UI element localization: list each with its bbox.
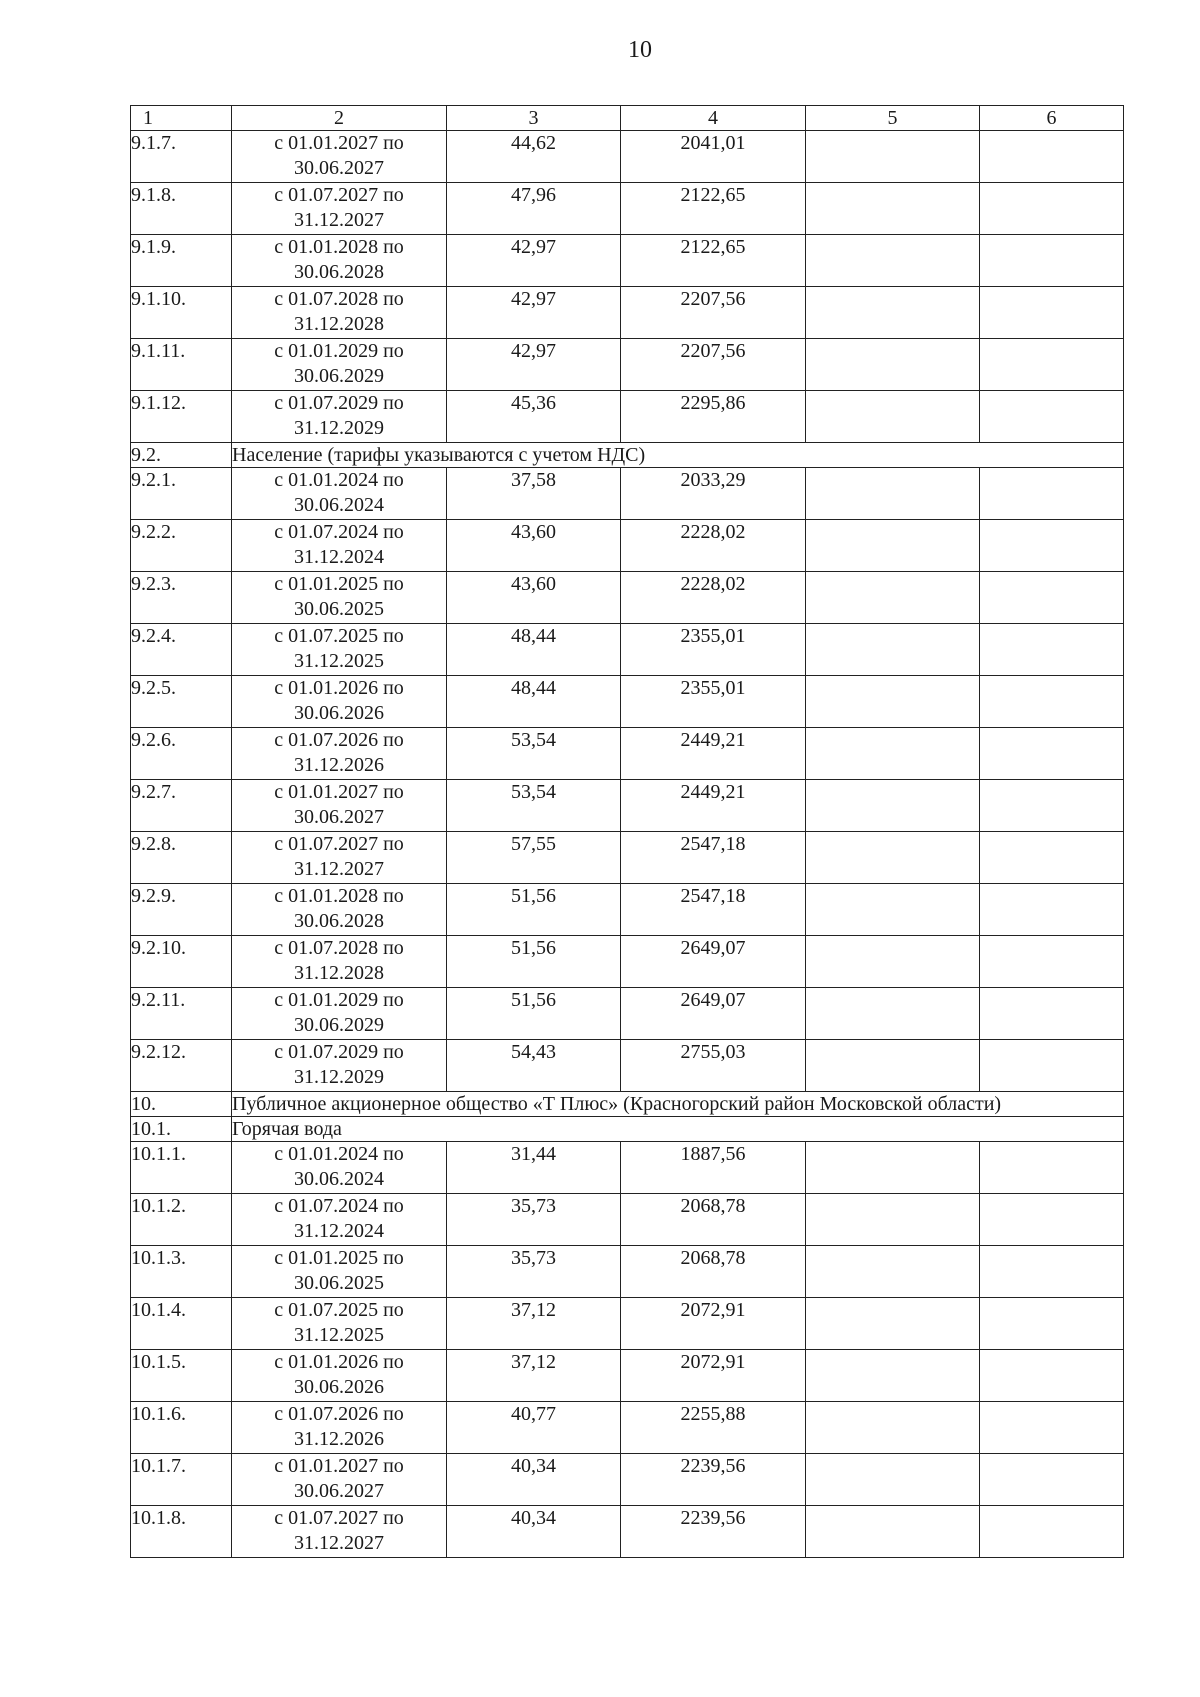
tariff-value-3: 57,55 [447, 832, 621, 884]
tariff-value-5 [806, 1246, 980, 1298]
tariff-value-5 [806, 520, 980, 572]
tariff-value-4: 2068,78 [621, 1246, 806, 1298]
row-number: 9.2.1. [131, 468, 232, 520]
row-number: 10.1.3. [131, 1246, 232, 1298]
tariff-value-6 [980, 1454, 1124, 1506]
period-from: с 01.01.2028 по [274, 236, 404, 258]
period-to: 30.06.2029 [294, 1014, 384, 1036]
period-to: 30.06.2028 [294, 910, 384, 932]
tariff-value-3: 42,97 [447, 235, 621, 287]
period-from: с 01.07.2028 по [274, 937, 404, 959]
tariff-value-4: 2228,02 [621, 520, 806, 572]
table-row [131, 520, 1124, 572]
period-from: с 01.01.2025 по [274, 573, 404, 595]
tariff-value-6 [980, 339, 1124, 391]
row-number: 9.2.2. [131, 520, 232, 572]
table-row [131, 1040, 1124, 1092]
period-from: с 01.07.2027 по [274, 184, 404, 206]
row-number: 10.1.5. [131, 1350, 232, 1402]
tariff-value-3: 53,54 [447, 780, 621, 832]
period-to: 31.12.2029 [294, 417, 384, 439]
tariff-value-5 [806, 183, 980, 235]
period-from: с 01.07.2029 по [274, 392, 404, 414]
tariff-value-3: 54,43 [447, 1040, 621, 1092]
row-number: 10.1.7. [131, 1454, 232, 1506]
period-cell [232, 183, 447, 235]
tariff-value-3: 48,44 [447, 676, 621, 728]
row-number: 9.2.6. [131, 728, 232, 780]
table-row [131, 780, 1124, 832]
tariff-value-4: 2239,56 [621, 1454, 806, 1506]
period-to: 30.06.2026 [294, 702, 384, 724]
tariff-value-6 [980, 988, 1124, 1040]
period-to: 31.12.2024 [294, 1220, 384, 1242]
period-from: с 01.07.2027 по [274, 1507, 404, 1529]
period-to: 30.06.2027 [294, 806, 384, 828]
row-number: 9.2.8. [131, 832, 232, 884]
tariff-value-3: 48,44 [447, 624, 621, 676]
period-from: с 01.01.2027 по [274, 1455, 404, 1477]
tariff-value-4: 2122,65 [621, 235, 806, 287]
tariff-value-5 [806, 936, 980, 988]
period-cell [232, 1298, 447, 1350]
row-number: 9.1.8. [131, 183, 232, 235]
period-cell [232, 1040, 447, 1092]
table-row [131, 468, 1124, 520]
period-from: с 01.07.2029 по [274, 1041, 404, 1063]
table-row [131, 1298, 1124, 1350]
tariff-table-body [131, 106, 1124, 1558]
period-from: с 01.07.2026 по [274, 729, 404, 751]
tariff-value-4: 2649,07 [621, 988, 806, 1040]
section-row [131, 1117, 1124, 1142]
period-to: 30.06.2025 [294, 598, 384, 620]
row-number: 9.2.9. [131, 884, 232, 936]
tariff-value-4: 2068,78 [621, 1194, 806, 1246]
tariff-value-5 [806, 1194, 980, 1246]
table-row [131, 676, 1124, 728]
tariff-value-6 [980, 572, 1124, 624]
tariff-value-3: 43,60 [447, 520, 621, 572]
section-row [131, 443, 1124, 468]
row-number: 9.1.7. [131, 131, 232, 183]
row-number: 10.1. [131, 1117, 232, 1142]
section-row [131, 1092, 1124, 1117]
tariff-value-4: 2449,21 [621, 728, 806, 780]
row-number: 10.1.6. [131, 1402, 232, 1454]
period-cell [232, 1142, 447, 1194]
row-number: 9.2. [131, 443, 232, 468]
tariff-value-3: 40,34 [447, 1506, 621, 1558]
row-number: 9.2.11. [131, 988, 232, 1040]
period-from: с 01.01.2027 по [274, 132, 404, 154]
row-number: 10.1.8. [131, 1506, 232, 1558]
tariff-value-4: 2649,07 [621, 936, 806, 988]
period-cell [232, 988, 447, 1040]
column-number-6: 6 [980, 106, 1124, 131]
column-number-3: 3 [447, 106, 621, 131]
period-cell [232, 676, 447, 728]
tariff-value-5 [806, 1402, 980, 1454]
period-cell [232, 1350, 447, 1402]
period-from: с 01.01.2024 по [274, 469, 404, 491]
tariff-value-3: 37,58 [447, 468, 621, 520]
period-cell [232, 1454, 447, 1506]
row-number: 9.2.12. [131, 1040, 232, 1092]
period-to: 30.06.2026 [294, 1376, 384, 1398]
tariff-value-4: 2072,91 [621, 1350, 806, 1402]
period-from: с 01.07.2028 по [274, 288, 404, 310]
tariff-value-5 [806, 572, 980, 624]
tariff-value-5 [806, 391, 980, 443]
period-to: 31.12.2025 [294, 650, 384, 672]
tariff-value-4: 2547,18 [621, 884, 806, 936]
period-from: с 01.07.2025 по [274, 625, 404, 647]
period-cell [232, 287, 447, 339]
tariff-value-6 [980, 676, 1124, 728]
section-title: Горячая вода [232, 1117, 1124, 1142]
period-from: с 01.07.2024 по [274, 1195, 404, 1217]
tariff-value-6 [980, 1246, 1124, 1298]
row-number: 10. [131, 1092, 232, 1117]
tariff-value-4: 2033,29 [621, 468, 806, 520]
tariff-value-3: 40,34 [447, 1454, 621, 1506]
period-to: 31.12.2025 [294, 1324, 384, 1346]
row-number: 9.2.7. [131, 780, 232, 832]
period-cell [232, 884, 447, 936]
tariff-value-5 [806, 131, 980, 183]
table-row [131, 1350, 1124, 1402]
tariff-value-5 [806, 780, 980, 832]
period-from: с 01.01.2027 по [274, 781, 404, 803]
tariff-value-3: 37,12 [447, 1350, 621, 1402]
tariff-value-4: 2295,86 [621, 391, 806, 443]
tariff-value-4: 2355,01 [621, 624, 806, 676]
period-cell [232, 832, 447, 884]
period-to: 31.12.2028 [294, 962, 384, 984]
period-to: 30.06.2024 [294, 494, 384, 516]
period-to: 30.06.2027 [294, 1480, 384, 1502]
tariff-value-6 [980, 520, 1124, 572]
tariff-value-6 [980, 235, 1124, 287]
tariff-value-4: 2072,91 [621, 1298, 806, 1350]
tariff-value-4: 2355,01 [621, 676, 806, 728]
period-from: с 01.01.2029 по [274, 340, 404, 362]
tariff-value-5 [806, 1350, 980, 1402]
column-number-5: 5 [806, 106, 980, 131]
tariff-value-3: 53,54 [447, 728, 621, 780]
period-from: с 01.01.2026 по [274, 1351, 404, 1373]
period-cell [232, 339, 447, 391]
tariff-value-4: 2207,56 [621, 339, 806, 391]
tariff-value-3: 51,56 [447, 936, 621, 988]
row-number: 9.2.5. [131, 676, 232, 728]
tariff-value-6 [980, 1194, 1124, 1246]
tariff-value-6 [980, 1506, 1124, 1558]
table-row [131, 1402, 1124, 1454]
tariff-value-4: 2041,01 [621, 131, 806, 183]
period-to: 31.12.2026 [294, 754, 384, 776]
period-cell [232, 131, 447, 183]
tariff-value-6 [980, 884, 1124, 936]
column-number-4: 4 [621, 106, 806, 131]
tariff-value-3: 35,73 [447, 1246, 621, 1298]
tariff-value-4: 2239,56 [621, 1506, 806, 1558]
tariff-value-6 [980, 468, 1124, 520]
row-number: 10.1.4. [131, 1298, 232, 1350]
period-from: с 01.07.2027 по [274, 833, 404, 855]
tariff-value-5 [806, 235, 980, 287]
row-number: 9.2.3. [131, 572, 232, 624]
tariff-value-4: 2228,02 [621, 572, 806, 624]
tariff-value-3: 44,62 [447, 131, 621, 183]
table-row [131, 287, 1124, 339]
period-cell [232, 572, 447, 624]
period-cell [232, 780, 447, 832]
period-to: 31.12.2026 [294, 1428, 384, 1450]
tariff-value-6 [980, 936, 1124, 988]
tariff-value-6 [980, 780, 1124, 832]
table-row [131, 624, 1124, 676]
tariff-value-6 [980, 287, 1124, 339]
table-row [131, 988, 1124, 1040]
tariff-value-5 [806, 728, 980, 780]
period-from: с 01.01.2028 по [274, 885, 404, 907]
table-row [131, 832, 1124, 884]
table-row [131, 1506, 1124, 1558]
page-number: 10 [628, 37, 652, 63]
tariff-value-4: 1887,56 [621, 1142, 806, 1194]
table-row [131, 131, 1124, 183]
tariff-value-6 [980, 832, 1124, 884]
tariff-value-3: 42,97 [447, 287, 621, 339]
period-cell [232, 391, 447, 443]
row-number: 10.1.2. [131, 1194, 232, 1246]
tariff-value-5 [806, 988, 980, 1040]
tariff-value-3: 40,77 [447, 1402, 621, 1454]
period-cell [232, 1194, 447, 1246]
period-to: 30.06.2028 [294, 261, 384, 283]
period-cell [232, 520, 447, 572]
tariff-value-6 [980, 1402, 1124, 1454]
row-number: 9.1.10. [131, 287, 232, 339]
period-to: 31.12.2027 [294, 209, 384, 231]
tariff-value-6 [980, 1142, 1124, 1194]
tariff-table [130, 105, 1124, 1558]
tariff-value-6 [980, 183, 1124, 235]
period-to: 31.12.2024 [294, 546, 384, 568]
period-to: 30.06.2024 [294, 1168, 384, 1190]
tariff-value-5 [806, 884, 980, 936]
tariff-value-6 [980, 1040, 1124, 1092]
period-from: с 01.01.2025 по [274, 1247, 404, 1269]
period-to: 30.06.2027 [294, 157, 384, 179]
tariff-value-3: 51,56 [447, 884, 621, 936]
column-number-row [131, 106, 1124, 131]
period-to: 31.12.2027 [294, 858, 384, 880]
tariff-value-4: 2547,18 [621, 832, 806, 884]
tariff-value-6 [980, 131, 1124, 183]
section-title: Публичное акционерное общество «Т Плюс» (Красногорский район Московской области) [232, 1092, 1124, 1117]
period-cell [232, 728, 447, 780]
tariff-value-5 [806, 1142, 980, 1194]
tariff-value-4: 2255,88 [621, 1402, 806, 1454]
period-from: с 01.07.2024 по [274, 521, 404, 543]
tariff-value-3: 31,44 [447, 1142, 621, 1194]
row-number: 9.1.12. [131, 391, 232, 443]
tariff-value-5 [806, 339, 980, 391]
period-to: 30.06.2025 [294, 1272, 384, 1294]
column-number-2: 2 [232, 106, 447, 131]
tariff-value-3: 35,73 [447, 1194, 621, 1246]
section-title: Население (тарифы указываются с учетом НДС) [232, 443, 1124, 468]
column-number-1: 1 [131, 106, 232, 131]
table-row [131, 183, 1124, 235]
row-number: 10.1.1. [131, 1142, 232, 1194]
tariff-value-5 [806, 1454, 980, 1506]
table-row [131, 1142, 1124, 1194]
period-cell [232, 624, 447, 676]
period-from: с 01.01.2029 по [274, 989, 404, 1011]
table-row [131, 1246, 1124, 1298]
period-cell [232, 936, 447, 988]
table-row [131, 1454, 1124, 1506]
tariff-value-6 [980, 728, 1124, 780]
period-from: с 01.07.2026 по [274, 1403, 404, 1425]
table-row [131, 339, 1124, 391]
period-cell [232, 468, 447, 520]
period-to: 30.06.2029 [294, 365, 384, 387]
tariff-value-6 [980, 1350, 1124, 1402]
tariff-value-3: 47,96 [447, 183, 621, 235]
tariff-value-4: 2449,21 [621, 780, 806, 832]
tariff-value-3: 43,60 [447, 572, 621, 624]
row-number: 9.1.9. [131, 235, 232, 287]
table-row [131, 391, 1124, 443]
tariff-value-5 [806, 1298, 980, 1350]
period-cell [232, 1402, 447, 1454]
period-from: с 01.01.2024 по [274, 1143, 404, 1165]
table-row [131, 572, 1124, 624]
tariff-value-6 [980, 1298, 1124, 1350]
row-number: 9.2.4. [131, 624, 232, 676]
table-row [131, 884, 1124, 936]
tariff-value-3: 45,36 [447, 391, 621, 443]
period-to: 31.12.2028 [294, 313, 384, 335]
table-row [131, 728, 1124, 780]
table-row [131, 235, 1124, 287]
period-cell [232, 1506, 447, 1558]
tariff-value-6 [980, 391, 1124, 443]
tariff-value-4: 2122,65 [621, 183, 806, 235]
tariff-value-5 [806, 1506, 980, 1558]
period-from: с 01.01.2026 по [274, 677, 404, 699]
table-row [131, 1194, 1124, 1246]
tariff-value-3: 37,12 [447, 1298, 621, 1350]
tariff-value-6 [980, 624, 1124, 676]
tariff-value-5 [806, 832, 980, 884]
tariff-value-4: 2755,03 [621, 1040, 806, 1092]
tariff-value-3: 42,97 [447, 339, 621, 391]
tariff-value-4: 2207,56 [621, 287, 806, 339]
table-row [131, 936, 1124, 988]
period-cell [232, 1246, 447, 1298]
row-number: 9.2.10. [131, 936, 232, 988]
tariff-value-5 [806, 287, 980, 339]
period-cell [232, 235, 447, 287]
period-to: 31.12.2029 [294, 1066, 384, 1088]
tariff-value-5 [806, 624, 980, 676]
row-number: 9.1.11. [131, 339, 232, 391]
tariff-value-5 [806, 1040, 980, 1092]
period-to: 31.12.2027 [294, 1532, 384, 1554]
tariff-value-5 [806, 468, 980, 520]
period-from: с 01.07.2025 по [274, 1299, 404, 1321]
tariff-value-3: 51,56 [447, 988, 621, 1040]
tariff-value-5 [806, 676, 980, 728]
